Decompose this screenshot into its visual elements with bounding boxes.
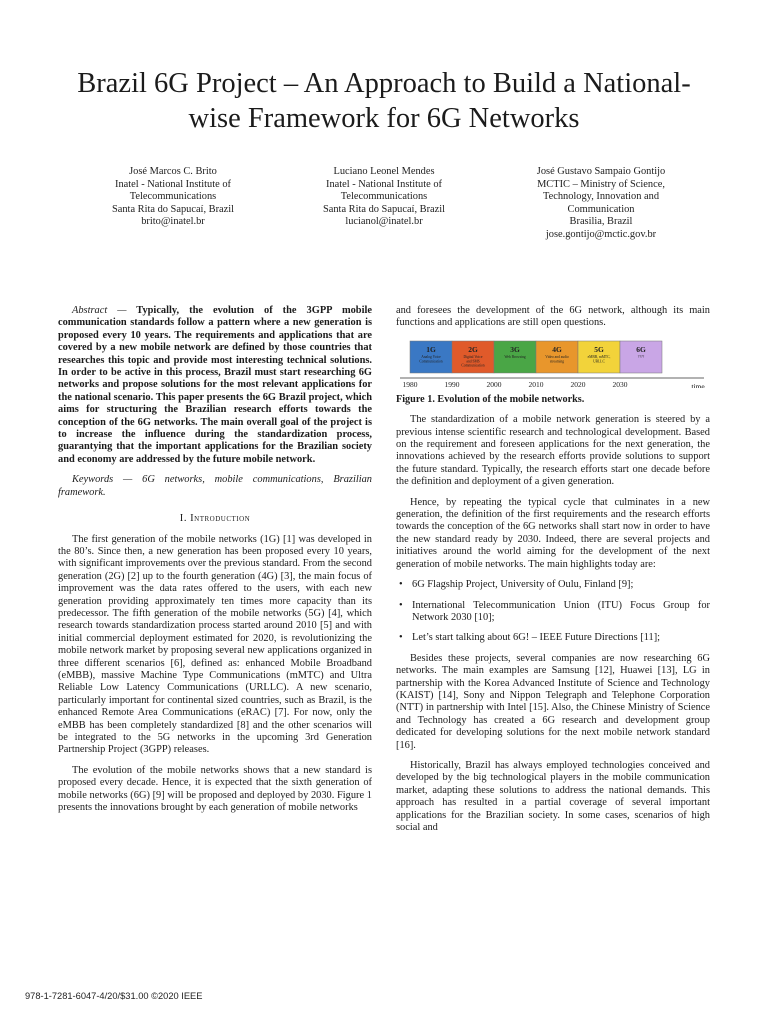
list-item-text: Let’s start talking about 6G! – IEEE Future Directions [11]; — [412, 632, 661, 644]
generation-5g — [578, 341, 620, 373]
paragraph: and foresees the development of the 6G network, although its main functions and applications are still open questions. — [396, 305, 710, 329]
list-item — [396, 579, 710, 591]
author-1 — [58, 166, 288, 229]
generation-4g — [536, 341, 578, 373]
copyright-footer: 978-1-7281-6047-4/20/$31.00 ©2020 IEEE — [25, 991, 203, 1001]
paragraph: The first generation of the mobile networks (1G) [1] was developed in the 80’s. Since then, a new generation has been proposed every 10 years, with significant improvements over the previous standard. From the second generation (2G) [2] up to the fourth generation (4G) [3], the main focus of improvement was the data rates offered to the users, with each new generation providing approximately ten times more capacity than its predecessor. The fifth generation of the mobile networks (5G) [4], which research towards standardization process started around 2010 [5] and with initial commercial deployment estimated for 2020, is revolutionizing the mobile network market by proposing several new applications organized in three different scenarios [6], defined as: enhanced Mobile Broadband (eMBB), massive Machine Type Communications (mMTC) and Ultra Reliable Low Latency Communications (URLLC). A new scenario, particularly important for continental sized countries, such as Brazil, is the enhanced Remote Area Communications (eRAC) [7]. For now, only the eMBB has been completely standardized [8] and the other scenarios will be integrated to the 5G networks in the upcoming 3rd Generation Partnership Project (3GPP) releases. — [58, 533, 372, 756]
generation-description: ???? — [637, 354, 645, 359]
generation-6g — [620, 341, 662, 373]
bullet-glyph: • — [399, 599, 403, 611]
figure-caption: Figure 1. Evolution of the mobile networks. — [396, 393, 585, 405]
abstract — [58, 305, 372, 466]
axis-label: time — [691, 381, 705, 388]
generation-description: Video and audio — [545, 354, 569, 359]
author-2 — [269, 166, 499, 229]
evolution-diagram — [396, 338, 710, 388]
generation-label: 3G — [510, 344, 520, 354]
paragraph: Besides these projects, several companies are now researching 6G networks. The main examples are Samsung [12], Huawei [13], LG in partnership with the Korea Advanced Institute of Science and Technology (KAIST) [14], Sony and Nippon Telegraph and Telephone Corporation (NTT) in partnership with Intel [15]. Also, the Chinese Ministry of Science and Technology has created a 6G research and development group dedicated for developing solutions for the next mobile network standard [16]. — [396, 652, 710, 751]
author-email[interactable]: jose.gontijo@mctic.gov.br — [545, 228, 657, 240]
year-tick-label: 2010 — [528, 379, 544, 388]
author-email[interactable]: lucianol@inatel.br — [345, 216, 423, 228]
generation-description: URLLC — [593, 359, 605, 364]
author-name: José Marcos C. Brito — [129, 166, 217, 177]
section-heading-introduction: I. Introduction — [179, 513, 251, 525]
keywords-text: 6G networks, mobile communications, Brazilian framework. — [58, 474, 372, 498]
generation-label: 1G — [426, 344, 436, 354]
left-column — [58, 305, 372, 822]
year-tick-label: 1980 — [402, 379, 418, 388]
year-tick-label: 1990 — [444, 379, 460, 388]
paragraph: Historically, Brazil has always employed technologies conceived and developed by the big technological players in the mobile communication market, adapting these solutions to address the national demands. This approach has resulted in a partial coverage of several important applications for the Brazilian society. In some cases, scenarios of high social and — [396, 759, 710, 833]
paper-title: Brazil 6G Project – An Approach to Build a National-wise Framework for 6G Networks — [77, 68, 691, 134]
generation-description: Communication — [461, 363, 485, 368]
abstract-text: Typically, the evolution of the 3GPP mobile communication standards follow a pattern where a new generation is proposed every 10 years. The requirements and applications that are covered by a new mobile network are defined by those countries that researches this topic and provide most interesting technical solutions. In order to be active in this process, Brazil must start researching 6G networks and propose solutions for the most relevant applications for the national scenario. This paper presents the 6G Brazil project, which aims for structuring the Brazilian research efforts towards the conception of the 6G networks. The main overall goal of the project is to increase the influence during the standardization process, guarantying that the important applications for the Brazilian society and economy are addressed by the future mobile network. — [58, 305, 372, 465]
keywords — [58, 474, 372, 499]
paragraph: The evolution of the mobile networks shows that a new standard is proposed every decade. Hence, it is expected that the sixth generation of mobile networks (6G) [9] will be proposed and deployed by 2030. Figure 1 presents the innovations brought by each generation of mobile networks — [58, 764, 372, 814]
generation-1g — [410, 341, 452, 373]
generation-description: Web Browsing — [504, 354, 526, 359]
author-name: José Gustavo Sampaio Gontijo — [536, 166, 666, 177]
author-affiliation: Communication — [567, 203, 635, 215]
generation-description: streaming — [549, 359, 565, 364]
keywords-label: Keywords — — [72, 474, 133, 486]
generation-2g — [452, 341, 494, 373]
highlights-list — [396, 579, 710, 645]
author-affiliation: Telecommunications — [129, 191, 217, 203]
author-affiliation: Inatel - National Institute of — [326, 178, 442, 190]
list-item — [396, 600, 710, 625]
figure-1 — [396, 338, 710, 388]
generation-description: Analog Voice — [421, 354, 441, 359]
generation-description: Digital Voice — [463, 354, 483, 359]
year-tick-label: 2020 — [570, 379, 586, 388]
list-item-text: International Telecommunication Union (ITU) Focus Group for Network 2030 [10]; — [412, 599, 710, 623]
author-location: Brasilia, Brazil — [569, 216, 633, 228]
author-email[interactable]: brito@inatel.br — [141, 216, 205, 228]
author-affiliation: MCTIC – Ministry of Science, — [537, 178, 665, 190]
author-affiliation: Telecommunications — [340, 191, 428, 203]
generation-label: 4G — [552, 344, 562, 354]
generation-description: and SMS — [466, 359, 480, 364]
author-location: Santa Rita do Sapucaí, Brazil — [111, 203, 235, 215]
generation-description: Communication — [419, 359, 443, 364]
generation-label: 6G — [636, 344, 646, 354]
generation-3g — [494, 341, 536, 373]
year-tick-label: 2000 — [486, 379, 502, 388]
list-item-text: 6G Flagship Project, University of Oulu, Finland [9]; — [412, 579, 634, 591]
author-affiliation: Technology, Innovation and — [542, 191, 660, 203]
list-item — [396, 632, 710, 644]
author-3 — [486, 166, 716, 242]
generation-label: 2G — [468, 344, 478, 354]
author-affiliation: Inatel - National Institute of — [115, 178, 231, 190]
paragraph: The standardization of a mobile network generation is steered by a previous intense scientific research and technological development. Based on the requirement and foreseen applications for the next generation, the innovations achieved by the research efforts provide solutions to support the future standard. Typically, the research efforts start one decade before the definition and deployment of a given generation. — [396, 414, 710, 488]
year-tick-label: 2030 — [612, 379, 628, 388]
author-name: Luciano Leonel Mendes — [333, 166, 435, 177]
abstract-label: Abstract — — [72, 305, 127, 316]
author-location: Santa Rita do Sapucaí, Brazil — [322, 203, 446, 215]
generation-description: eMBB, mMTC, — [587, 354, 611, 359]
right-column — [396, 305, 710, 842]
bullet-glyph: • — [399, 579, 403, 591]
paragraph: Hence, by repeating the typical cycle that culminates in a new generation, the definition of the first requirements and the research efforts towards the conception of the 6G networks shall start now in order to have the new standard ready by 2030. Indeed, there are several projects and initiatives around the world aiming for the development of the next generation of mobile networks. The main highlights today are: — [396, 496, 710, 570]
generation-label: 5G — [594, 344, 604, 354]
bullet-glyph: • — [399, 632, 403, 644]
